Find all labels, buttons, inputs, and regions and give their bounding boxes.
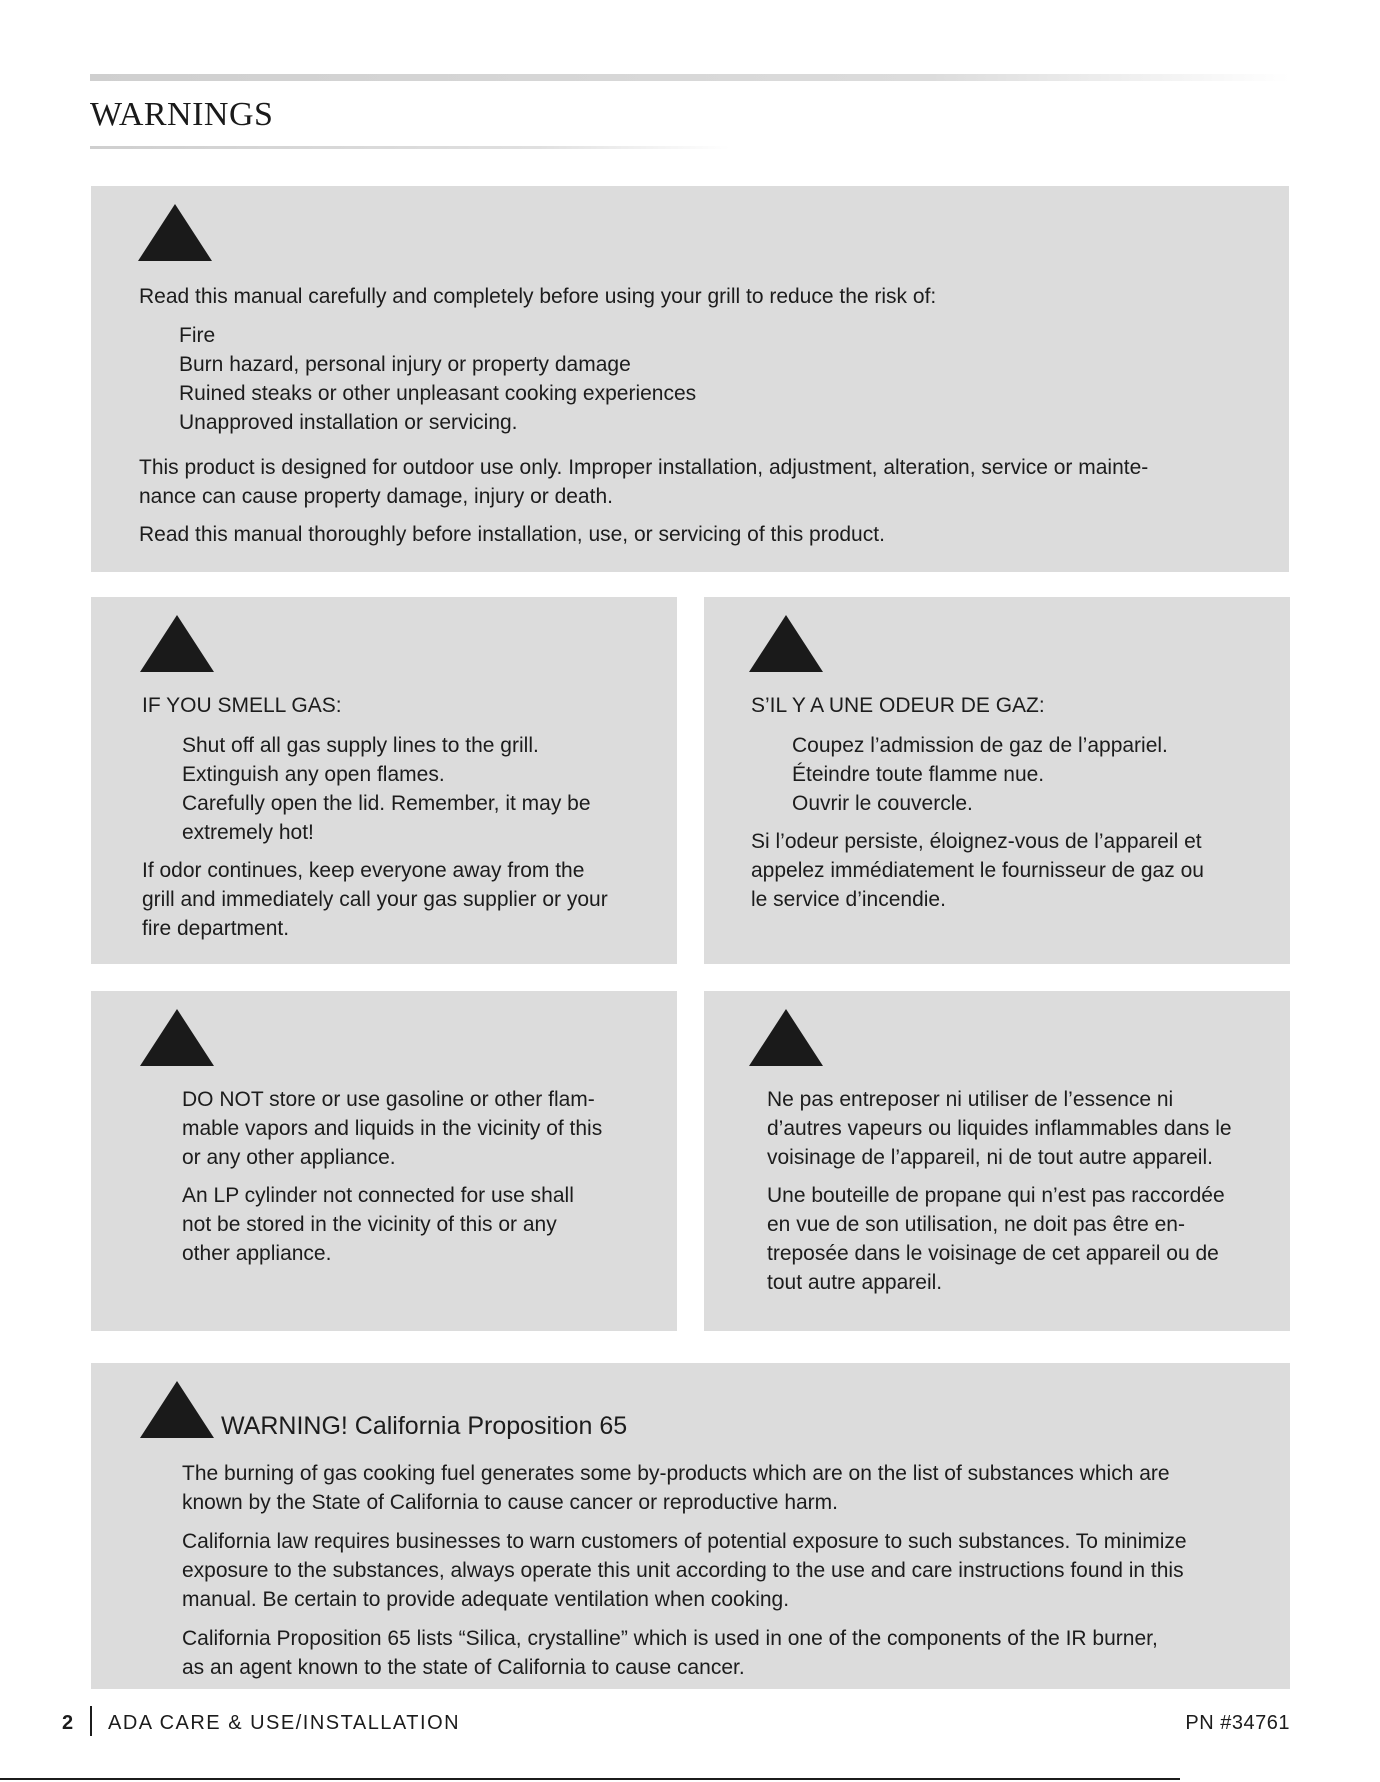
warning-triangle-icon — [749, 615, 823, 672]
gas-step: extremely hot! — [182, 821, 314, 844]
gas-step: Shut off all gas supply lines to the grill. — [182, 734, 539, 757]
prop65-text: manual. Be certain to provide adequate ventilation when cooking. — [182, 1588, 790, 1611]
gas-after-text-fr: appelez immédiatement le fournisseur de gaz ou — [751, 859, 1204, 882]
warning-triangle-icon — [140, 615, 214, 672]
propane-text-fr: en vue de son utilisation, ne doit pas être en- — [767, 1213, 1185, 1236]
title-rule — [90, 146, 730, 149]
warning-triangle-icon — [140, 1381, 214, 1438]
risk-item: Unapproved installation or servicing. — [179, 411, 518, 434]
risk-item: Ruined steaks or other unpleasant cooking experiences — [179, 382, 697, 405]
read-manual-text: Read this manual thoroughly before installation, use, or servicing of this product. — [139, 523, 885, 546]
gas-smell-box-en — [91, 597, 677, 964]
gas-step: Extinguish any open flames. — [182, 763, 445, 786]
page-title: WARNINGS — [90, 96, 274, 133]
fuel-warning-text-fr: voisinage de l’appareil, ni de tout autre appareil. — [767, 1146, 1213, 1169]
propane-text-fr: tout autre appareil. — [767, 1271, 943, 1294]
prop65-text: exposure to the substances, always operate this unit according to the use and care instructions found in this — [182, 1559, 1184, 1582]
top-rule — [90, 74, 1290, 81]
prop65-text: as an agent known to the state of California to cause cancer. — [182, 1656, 745, 1679]
gas-step: Carefully open the lid. Remember, it may be — [182, 792, 591, 815]
footer-doc-title: ADA CARE & USE/INSTALLATION — [108, 1712, 461, 1734]
gas-smell-heading: IF YOU SMELL GAS: — [142, 694, 342, 717]
fuel-warning-text: DO NOT store or use gasoline or other flam- — [182, 1088, 595, 1111]
outdoor-use-text: nance can cause property damage, injury or death. — [139, 485, 613, 508]
propane-text-fr: Une bouteille de propane qui n’est pas raccordée — [767, 1184, 1225, 1207]
lp-cylinder-text: An LP cylinder not connected for use shall — [182, 1184, 574, 1207]
gas-smell-box-fr — [704, 597, 1290, 964]
gas-after-text: fire department. — [142, 917, 290, 940]
risk-item: Burn hazard, personal injury or property damage — [179, 353, 631, 376]
gas-after-text-fr: Si l’odeur persiste, éloignez-vous de l’appareil et — [751, 830, 1202, 853]
intro-text: Read this manual carefully and completely before using your grill to reduce the risk of: — [139, 285, 937, 308]
risk-item: Fire — [179, 324, 216, 347]
fuel-warning-text-fr: d’autres vapeurs ou liquides inflammables dans le — [767, 1117, 1232, 1140]
gas-after-text: If odor continues, keep everyone away from the — [142, 859, 585, 882]
lp-cylinder-text: other appliance. — [182, 1242, 332, 1265]
prop65-text: known by the State of California to cause cancer or reproductive harm. — [182, 1491, 839, 1514]
gas-after-text: grill and immediately call your gas supplier or your — [142, 888, 608, 911]
bottom-rule — [0, 1778, 1180, 1780]
page-number: 2 — [62, 1712, 74, 1734]
fuel-warning-text: mable vapors and liquids in the vicinity of this — [182, 1117, 603, 1140]
gas-step-fr: Éteindre toute flamme nue. — [792, 763, 1045, 786]
footer-part-number: PN #34761 — [1185, 1712, 1290, 1734]
propane-text-fr: treposée dans le voisinage de cet appareil ou de — [767, 1242, 1219, 1265]
gas-step-fr: Ouvrir le couvercle. — [792, 792, 973, 815]
fuel-storage-box-en — [91, 991, 677, 1331]
warning-triangle-icon — [749, 1009, 823, 1066]
prop65-text: California Proposition 65 lists “Silica, crystalline” which is used in one of the components of the IR burner, — [182, 1627, 1158, 1650]
general-warning-box — [91, 186, 1289, 572]
prop65-text: The burning of gas cooking fuel generates some by-products which are on the list of substances which are — [182, 1462, 1170, 1485]
fuel-warning-text-fr: Ne pas entreposer ni utiliser de l’essence ni — [767, 1088, 1174, 1111]
outdoor-use-text: This product is designed for outdoor use only. Improper installation, adjustment, alteration, service or mainte- — [139, 456, 1149, 479]
lp-cylinder-text: not be stored in the vicinity of this or any — [182, 1213, 557, 1236]
warning-triangle-icon — [138, 204, 212, 261]
footer-divider — [90, 1706, 92, 1736]
gas-step-fr: Coupez l’admission de gaz de l’appariel. — [792, 734, 1168, 757]
gas-smell-heading-fr: S’IL Y A UNE ODEUR DE GAZ: — [751, 694, 1045, 717]
prop65-heading: WARNING! California Proposition 65 — [221, 1412, 628, 1440]
fuel-warning-text: or any other appliance. — [182, 1146, 396, 1169]
warning-triangle-icon — [140, 1009, 214, 1066]
prop65-box — [91, 1363, 1290, 1689]
gas-after-text-fr: le service d’incendie. — [751, 888, 946, 911]
prop65-text: California law requires businesses to warn customers of potential exposure to such substances. To minimize — [182, 1530, 1187, 1553]
fuel-storage-box-fr — [704, 991, 1290, 1331]
